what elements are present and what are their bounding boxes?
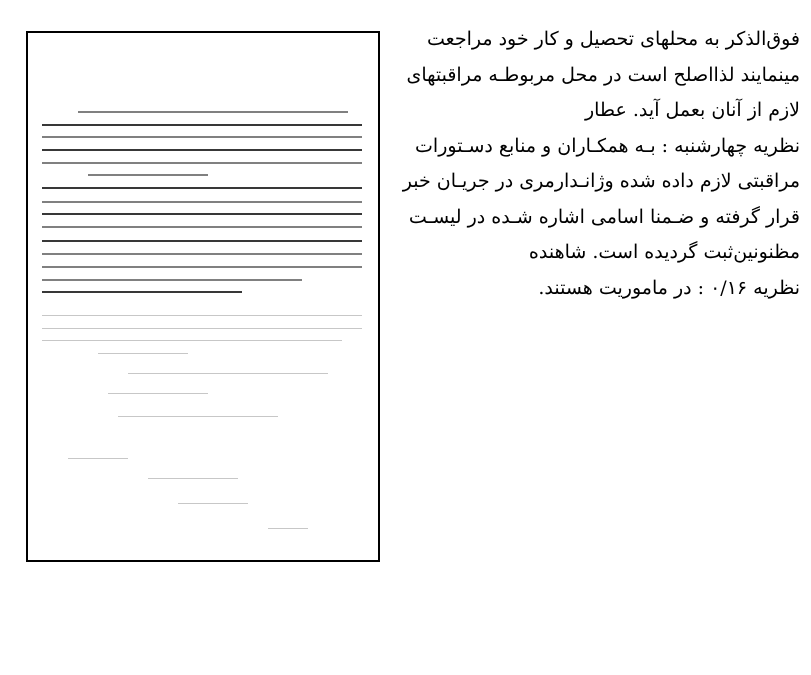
scan-line [42,291,242,293]
scan-line [42,328,362,329]
scan-line [42,124,362,126]
transcript-line: مینمایند لذااصلح است در محل مربوطـه مراقبتهای [406,63,800,86]
transcript-line: مراقبتی لازم داده شده وژانـدارمری در جریـان خبر [402,170,800,192]
scan-line [42,201,362,203]
transcript-line: فوق‌الذکر به محلهای تحصیل و کار خود مراجعت [427,28,800,50]
scan-line [42,187,362,189]
scan-line [128,373,328,374]
scan-line [108,393,208,394]
scan-line [42,340,342,341]
scan-line [42,136,362,138]
scan-line [178,503,248,504]
scan-line [98,353,188,354]
scan-line [42,279,302,281]
scan-line [88,174,208,176]
scan-line [42,213,362,215]
scan-line [42,240,362,242]
transcript-line: لازم از آنان بعمل آید. عطار [584,99,800,121]
scan-line [148,478,238,479]
scan-line [42,266,362,268]
scan-line [268,528,308,529]
transcript-line: نظریه ۰/۱۶ : در ماموریت هستند. [538,276,800,299]
transcript-line: قرار گرفته و ضـمنا اسامی اشاره شـده در لیسـت [408,205,800,228]
scan-line [68,458,128,459]
scanned-document-image [26,31,380,562]
handwritten-document-lines [28,33,378,560]
transcript-text [398,22,800,306]
transcript-line: نظریه چهارشنبه : بـه همکـاران و منابع دسـتورات [415,134,800,157]
scan-line [78,111,348,113]
scan-line [42,226,362,228]
scan-line [42,149,362,151]
scan-line [42,315,362,316]
scan-line [42,162,362,164]
transcript-line: مظنونین‌ثبت گردیده است. شاهنده [528,241,800,263]
scan-line [118,416,278,417]
scan-line [42,253,362,255]
